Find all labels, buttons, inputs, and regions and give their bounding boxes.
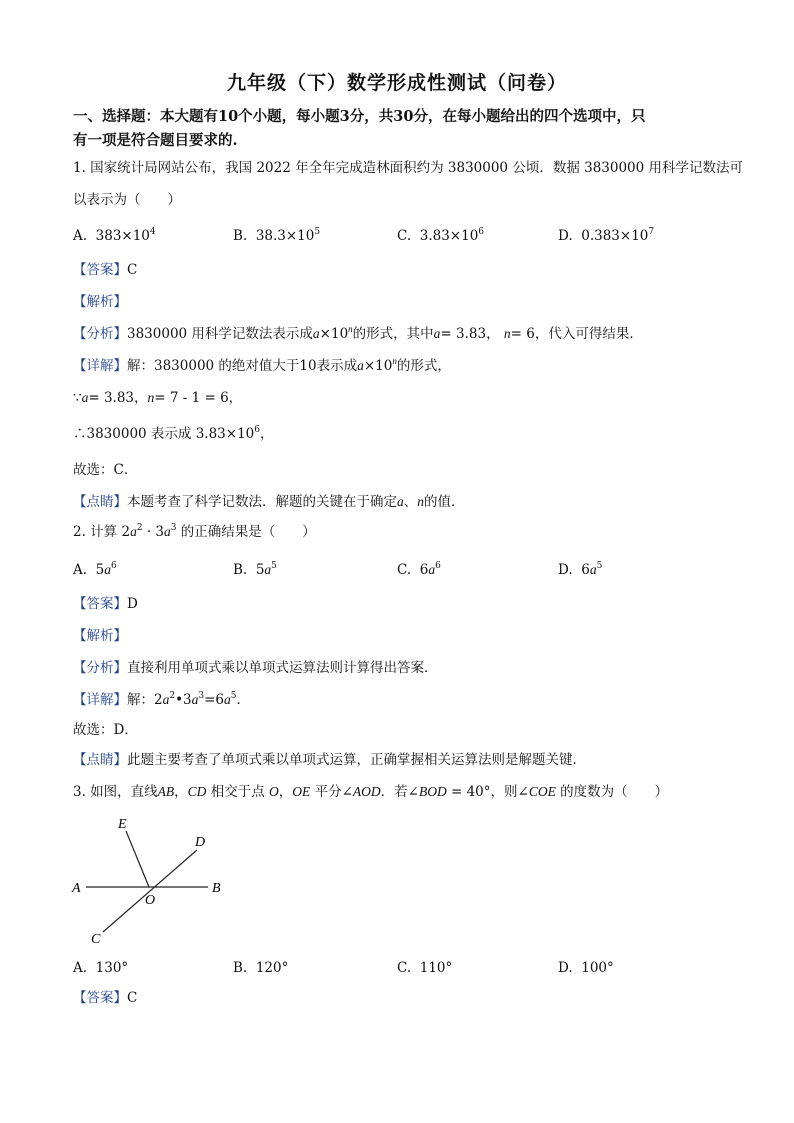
line-cd — [103, 850, 197, 932]
label-c: C — [91, 932, 101, 947]
label-a: A — [72, 881, 81, 896]
answer-tag: 【答案】 — [73, 262, 127, 278]
q1-answer: 【答案】C — [73, 262, 138, 278]
section-heading-line-2: 有一项是符合题目要求的. — [73, 132, 238, 149]
q3-option-d: D. 100° — [558, 960, 614, 976]
q2-stem: 2. 计算 $2a^2 \cdot 3a^3$ 的正确结果是（ ） — [73, 523, 316, 540]
q3-answer: 【答案】C — [73, 990, 138, 1006]
q2-option-b: B. $5a^5$ — [233, 561, 277, 578]
q1-option-b: B. $38.3\times 10^5$ — [233, 227, 321, 244]
q1-xiangjie: 【详解】解：3830000 的绝对值大于10表示成$a\times 10^n$的形式， — [73, 356, 451, 374]
q1-fenxi: 【分析】3830000 用科学记数法表示成$a\times 10^n$的形式，其中a= 3.83， n= 6，代入可得结果． — [73, 324, 643, 342]
q3-geometry-figure — [66, 812, 236, 952]
q1-stem-line-2: 以表示为（ ） — [73, 192, 181, 208]
q3-option-a: A. 130° — [73, 960, 129, 976]
q3-option-c: C. 110° — [397, 960, 453, 976]
q2-option-c: C. $6a^6$ — [397, 561, 441, 578]
q2-xiangjie: 【详解】解：$2a^2•3a^3=6a^5$． — [73, 691, 251, 708]
q2-option-a: A. $5a^6$ — [73, 561, 117, 578]
page-title: 九年级（下）数学形成性测试（问卷） — [226, 72, 567, 94]
q1-option-c: C. $3.83\times 10^6$ — [397, 227, 485, 244]
q2-dianjing: 【点睛】此题主要考查了单项式乘以单项式运算，正确掌握相关运算法则是解题关键． — [73, 752, 586, 768]
label-b: B — [212, 881, 221, 896]
q1-analysis-tag: 【解析】 — [73, 294, 127, 310]
ray-oe — [126, 831, 149, 887]
q2-analysis-tag: 【解析】 — [73, 628, 127, 644]
q2-option-d: D. $6a^5$ — [558, 561, 603, 578]
q1-option-d: D. $0.383\times 10^7$ — [558, 227, 655, 244]
q3-stem: 3. 如图，直线AB，CD 相交于点 O，OE 平分∠AOD．若∠BOD = 40°，则∠COE 的度数为（ ） — [73, 784, 669, 800]
label-d: D — [195, 835, 206, 850]
label-e: E — [118, 817, 127, 832]
q2-fenxi: 【分析】直接利用单项式乘以单项式运算法则计算得出答案． — [73, 660, 438, 676]
q3-option-b: B. 120° — [233, 960, 289, 976]
section-heading-line-1: 一、选择题：本大题有10个小题，每小题3分，共30分，在每小题给出的四个选项中，只 — [73, 108, 646, 125]
q1-because: ∵a= 3.83，n= 7 - 1 = 6， — [73, 390, 243, 406]
q2-choice: 故选：D． — [73, 722, 138, 738]
label-o: O — [145, 893, 156, 908]
q1-option-a: A. $383\times 10^4$ — [73, 227, 156, 244]
q2-answer: 【答案】D — [73, 596, 138, 612]
q1-choice: 故选：C． — [73, 462, 138, 478]
q1-stem-line-1: 1. 国家统计局网站公布，我国 2022 年全年完成造林面积约为 3830000 公顷．数据 3830000 用科学记数法可 — [73, 160, 744, 176]
q1-therefore: ∴3830000 表示成 $3.83\times 10^6$， — [73, 425, 274, 442]
q1-dianjing: 【点睛】本题考查了科学记数法．解题的关键在于确定a、n的值． — [73, 494, 465, 510]
